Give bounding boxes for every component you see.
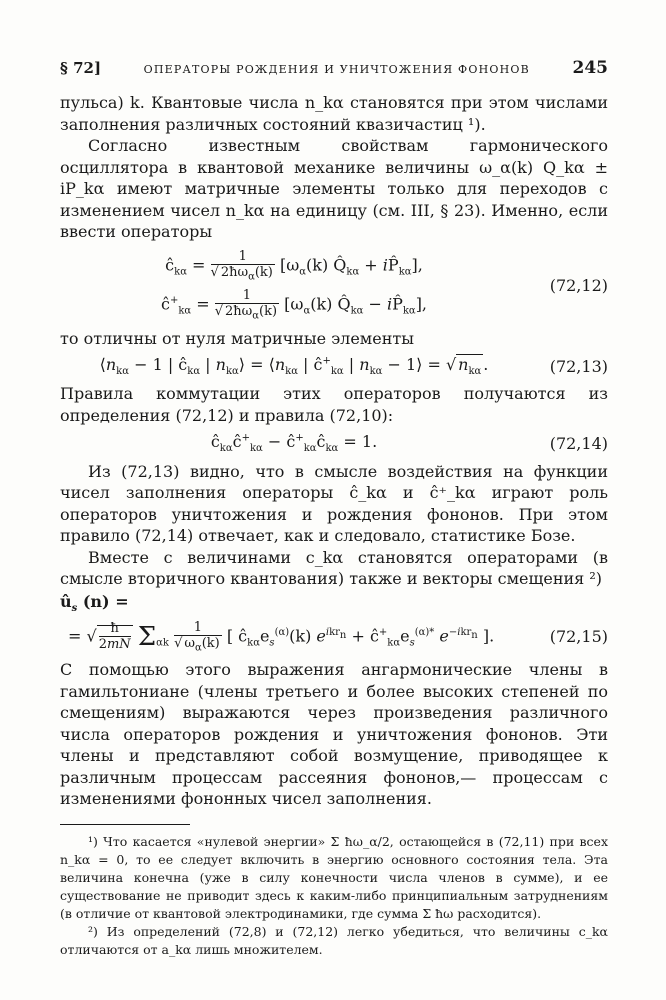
equation-label: (72,13) <box>549 356 608 376</box>
equation-72-13: $⟨n_{k\alpha} - 1$ | $ĉ_{k\alpha}$ | $n_{k\alpha}⟩$ = $⟨n_{k\alpha}$ | $ĉ^+_{k\alpha}$ | $n_{k\alpha}$ − 1⟩ = √ $n_{k\alpha}$ . (72,13) <box>99 355 608 378</box>
paragraph-1: пульса) k. Квантовые числа n_kα становятся при этом числами заполнения различных состояний квазичастиц ¹). <box>60 93 608 134</box>
paragraph-4: Правила коммутации этих операторов получаются из определения (72,12) и правила (72,10): <box>60 384 608 425</box>
paragraph-3: то отличны от нуля матричные элементы <box>60 328 414 348</box>
equation-label: (72,12) <box>549 275 608 295</box>
page-number: 245 <box>572 58 608 78</box>
equation-label: (72,15) <box>549 627 608 647</box>
footnote-rule <box>60 824 190 825</box>
equation-72-12-body: $ĉ_{k\alpha}$ = $\frac{1}{√ 2ħ\omega_\alpha(k)}$ [$\omega_\alpha(k)$ $Q̂_{k\alpha}$ + $iP̂_{k\alpha}$], $ĉ^+_{k\alpha}$ = $\frac{1}{√ 2ħ\omega_\alpha(k)}$ [$\omega_\alpha(k)$ $Q̂_{k\alpha}$ − $iP̂_{k\alpha}$], <box>160 248 428 322</box>
equation-72-15-lhs: $û_s$ (n) = <box>60 591 129 614</box>
paragraph-7: С помощью этого выражения ангармонические члены в гамильтониане (члены третьего и более высоких степеней по смещениям) выражаются через произведения различного числа операторов рождения и уничтожения фононов. Эти члены и представляют собой возмущение, приводящее к различным процессам рассеяния фононов,— процессам с изменениями фононных чисел заполнения. <box>60 660 608 809</box>
paragraph-2: Согласно известным свойствам гармонического осциллятора в квантовой механике величины ω_α(k) Q_kα ± iP_kα имеют матричные элементы только для переходов с изменением чисел n_kα на единицу (см. III, § 23). Именно, если ввести операторы <box>60 136 608 241</box>
page-header <box>60 58 608 78</box>
equation-label: (72,14) <box>549 433 608 453</box>
section-ref: § 72] <box>60 59 102 77</box>
running-title: ОПЕРАТОРЫ РОЖДЕНИЯ И УНИЧТОЖЕНИЯ ФОНОНОВ <box>143 63 530 76</box>
equation-72-12 <box>60 249 608 322</box>
equation-72-15: = √ $\frac{ħ}{2mN}$ $\Sigma_{\alpha k}$ $\frac{1}{√ \omega_\alpha(k)}$ [ $ĉ_{k\alpha}e_s^{(\alpha)}(k) e^{ikr_n}$ + $ĉ^+_{k\alpha}e_s^{(\alpha)*}$ $e^{-ikr_n}$ ]. (72,15) <box>68 619 608 654</box>
footnotes <box>60 833 608 959</box>
footnote-1: ¹) Что касается «нулевой энергии» Σ ħω_α/2, остающейся в (72,11) при всех n_kα = 0, то ее следует включить в энергию основного состояния тела. Эта величина конечна (уже в силу конечности числа членов в сумме), и ее существование не приводит здесь к каким-либо принципиальным затруднениям (в отличие от квантовой электродинамики, где сумма Σ ħω расходится). <box>60 833 608 921</box>
equation-72-14: $ĉ_{k\alpha}ĉ^+_{k\alpha}$ − $ĉ^+_{k\alpha}ĉ_{k\alpha} = 1$. (72,14) <box>210 432 608 455</box>
book-page <box>60 58 608 959</box>
paragraph-6: Вместе с величинами c_kα становятся операторами (в смысле вторичного квантования) также и векторы смещения ²) <box>60 547 608 589</box>
footnote-2: ²) Из определений (72,8) и (72,12) легко убедиться, что величины c_kα отличаются от a_kα лишь множителем. <box>60 923 608 957</box>
paragraph-5: Из (72,13) видно, что в смысле воздействия на функции чисел заполнения операторы ĉ_kα и ĉ⁺_kα играют роль операторов уничтожения и рождения фононов. При этом правило (72,14) отвечает, как и следовало, статистике Бозе. <box>60 461 608 546</box>
